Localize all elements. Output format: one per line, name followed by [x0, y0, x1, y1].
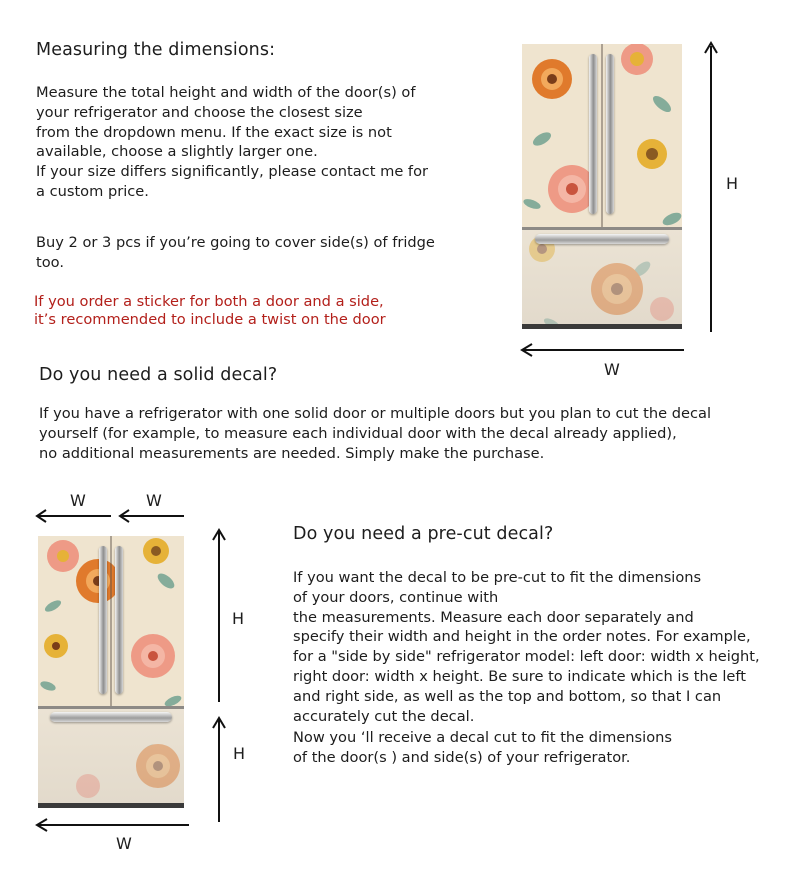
precut-result-paragraph: Now you ‘ll receive a decal cut to fit the dimensions of the door(s ) and side(s) of your refrigerator.	[293, 729, 672, 766]
width-label-top: W	[604, 360, 621, 379]
width-arrow-top	[518, 340, 688, 360]
left-door-handle-bottom	[99, 546, 107, 694]
right-door-handle-bottom	[115, 546, 123, 694]
fridge-base-bottom	[38, 803, 184, 808]
door-drawer-gap-bottom	[38, 706, 184, 709]
height-label-top: H	[726, 174, 740, 193]
drawer-handle	[535, 234, 669, 244]
solid-decal-paragraph: If you have a refrigerator with one solid door or multiple doors but you plan to cut the decal yourself (for example, to measure each individual door with the decal already applied), no additional measurements are needed. Simply make the purchase.	[39, 405, 712, 462]
door-split-line	[601, 44, 603, 227]
width-arrow-bottom	[33, 815, 193, 835]
height-label-lower-drawer: H	[233, 744, 247, 763]
fridge-illustration-top	[522, 44, 682, 329]
heading-solid-decal: Do you need a solid decal?	[39, 365, 278, 385]
door-drawer-gap	[522, 227, 682, 230]
measuring-paragraph: Measure the total height and width of the door(s) of your refrigerator and choose the closest size from the dropdown menu. If the exact size is not available, choose a slightly larger one. If your size differs significantly, please contact me for a custom price.	[36, 84, 429, 200]
heading-measuring: Measuring the dimensions:	[36, 40, 276, 60]
height-arrow-top	[701, 38, 721, 338]
buy-multiple-paragraph: Buy 2 or 3 pcs if you’re going to cover side(s) of fridge too.	[36, 234, 435, 271]
width-arrow-right-door	[116, 506, 186, 526]
height-arrow-upper-door	[209, 526, 229, 706]
fridge-base	[522, 324, 682, 329]
height-arrow-lower-drawer	[209, 714, 229, 826]
width-label-right-door: W	[146, 491, 163, 510]
drawer-handle-bottom	[50, 712, 173, 722]
twist-note: If you order a sticker for both a door and a side, it’s recommended to include a twist on the door	[34, 293, 386, 328]
right-door-handle	[606, 54, 614, 214]
width-arrow-left-door	[33, 506, 113, 526]
left-door-handle	[589, 54, 597, 214]
height-label-upper-door: H	[232, 609, 246, 628]
width-label-left-door: W	[70, 491, 87, 510]
width-label-bottom: W	[116, 834, 133, 853]
freezer-drawer-bottom	[38, 708, 184, 808]
freezer-drawer	[522, 229, 682, 329]
fridge-illustration-bottom	[38, 536, 184, 808]
door-split-line-bottom	[110, 536, 112, 706]
heading-precut-decal: Do you need a pre-cut decal?	[293, 524, 554, 544]
precut-paragraph: If you want the decal to be pre-cut to fit the dimensions of your doors, continue with the measurements. Measure each door separately and specify their width and height in the order notes. For example, for a "side by side" refrigerator model: left door: width x height, right door: width x height. Be sure to indicate which is the left and right side, as well as the top and bottom, so that I can accurately cut the decal.	[293, 569, 760, 725]
